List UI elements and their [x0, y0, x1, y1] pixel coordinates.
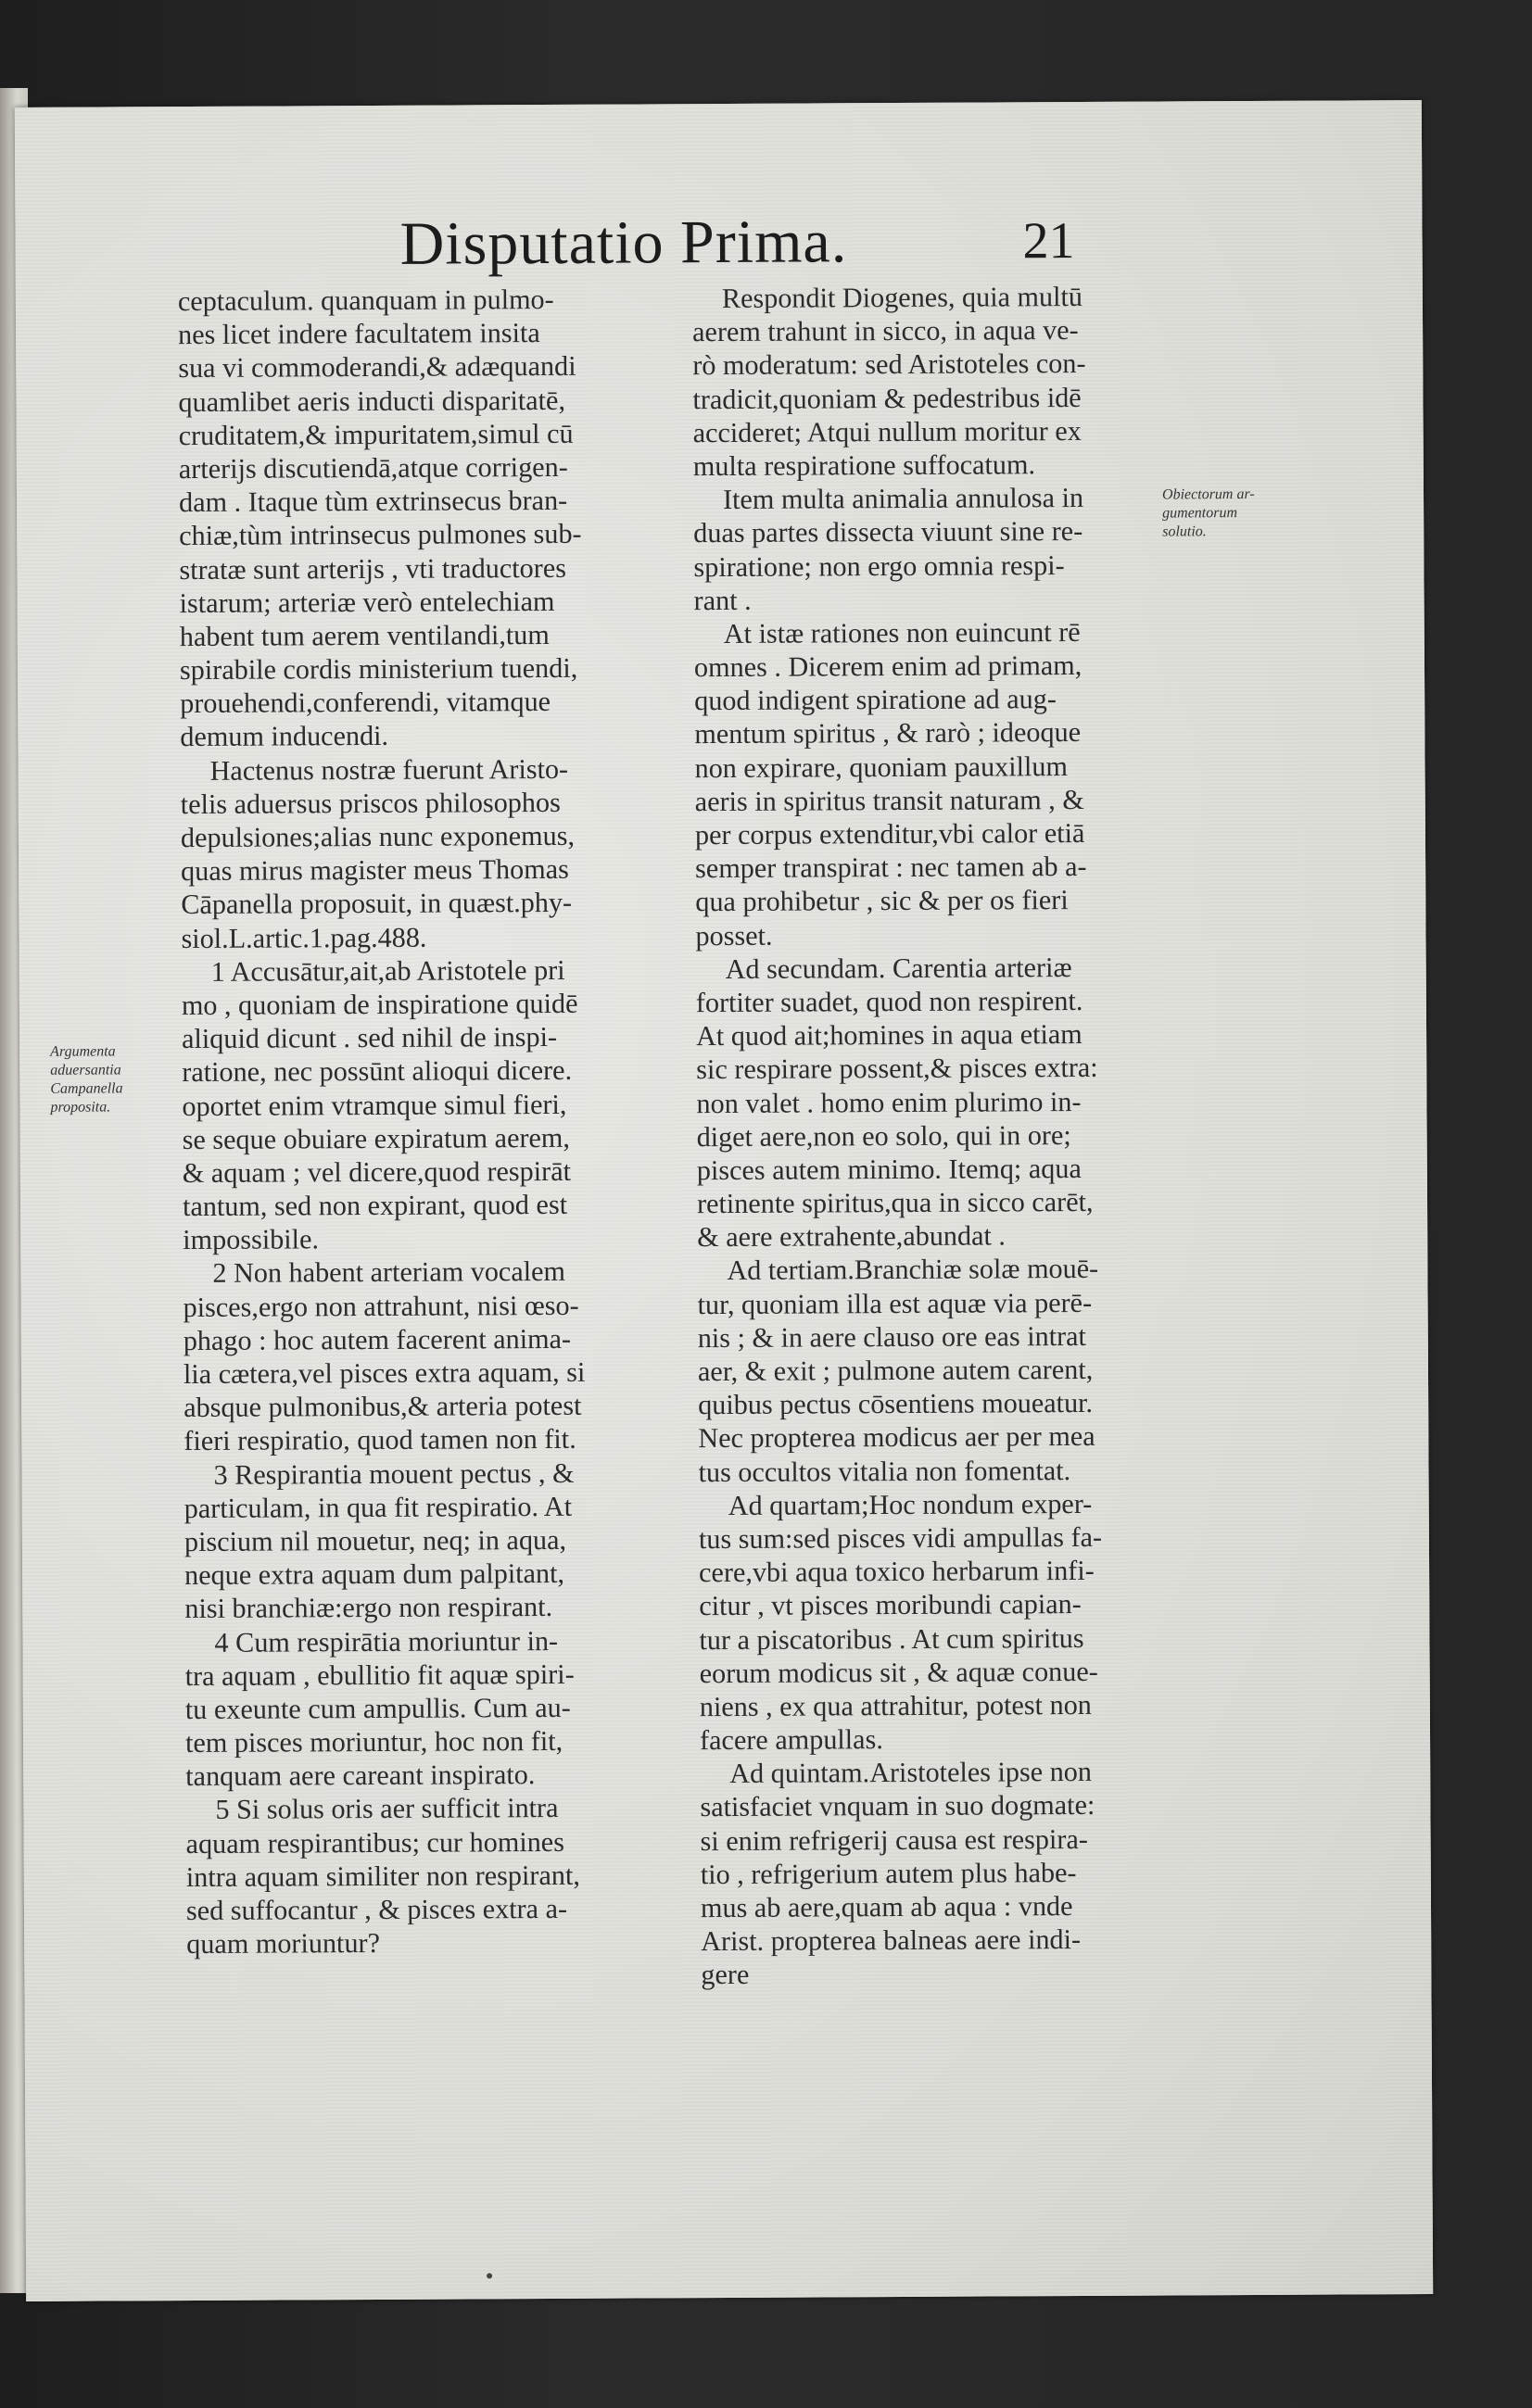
- right-column-line: facere ampullas.: [699, 1723, 883, 1757]
- right-column-line: mus ab aere,quam ab aqua : vnde: [700, 1890, 1073, 1924]
- left-column-line: 4 Cum respirātia moriuntur in-: [214, 1624, 559, 1658]
- right-column-line: qua prohibetur , sic & per os fieri: [695, 884, 1069, 918]
- right-column-line: Ad secundam. Carentia arteriæ: [725, 951, 1072, 985]
- right-column-line: diget aere,non eo solo, qui in ore;: [696, 1118, 1071, 1153]
- left-column-line: pisces,ergo non attrahunt, nisi œso-: [183, 1289, 579, 1323]
- left-column-line: Hactenus nostræ fuerunt Aristo-: [209, 752, 569, 787]
- left-column-line: dam . Itaque tùm extrinsecus bran-: [178, 484, 568, 519]
- right-column-line: omnes . Dicerem enim ad primam,: [693, 649, 1083, 684]
- left-column-line: tra aquam , ebullitio fit aquæ spiri-: [184, 1658, 575, 1692]
- left-column-line: intra aquam similiter non respirant,: [185, 1859, 580, 1893]
- right-column-line: spiratione; non ergo omnia respi-: [693, 548, 1065, 583]
- page-header: [399, 203, 1215, 282]
- left-column-line: nisi branchiæ:ergo non respirant.: [184, 1591, 553, 1625]
- right-column-line: Item multa animalia annulosa in: [722, 482, 1084, 516]
- right-column-line: si enim refrigerij causa est respira-: [700, 1822, 1088, 1857]
- right-column-line: & aere extrahente,abundat .: [697, 1219, 1007, 1254]
- left-column-line: tanquam aere careant inspirato.: [185, 1759, 536, 1793]
- left-column-line: particulam, in qua fit respiratio. At: [184, 1490, 573, 1524]
- left-column-line: quas mirus magister meus Thomas: [181, 853, 569, 888]
- right-column-line: sic respirare possent,& pisces extra:: [696, 1052, 1098, 1086]
- marginal-note-line: Obiectorum ar-: [1161, 485, 1255, 503]
- right-column-line: non expirare, quoniam pauxillum: [694, 750, 1069, 784]
- left-column-line: mo , quoniam de inspiratione quidē: [181, 987, 578, 1021]
- left-column-line: cruditatem,& impuritatem,simul cū: [178, 417, 574, 451]
- left-column-line: phago : hoc autem facerent anima-: [183, 1322, 572, 1356]
- right-column-line: cere,vbi aqua toxico herbarum infi-: [699, 1555, 1095, 1589]
- right-column-line: quibus pectus cōsentiens moueatur.: [698, 1387, 1094, 1421]
- left-column-line: aquam respirantibus; cur homines: [185, 1825, 564, 1860]
- right-column-line: gere: [701, 1959, 750, 1991]
- left-column-line: quamlibet aeris inducti disparitatē,: [178, 384, 566, 418]
- left-column-line: 5 Si solus oris aer sufficit intra: [215, 1792, 559, 1826]
- left-text-column: [178, 282, 677, 1960]
- marginal-note-line: Argumenta: [50, 1043, 116, 1060]
- right-column-line: eorum modicus sit , & aquæ conue-: [699, 1655, 1098, 1689]
- left-column-line: demum inducendi.: [180, 720, 389, 753]
- left-column-line: se seque obuiare expiratum aerem,: [182, 1121, 570, 1155]
- left-column-line: nes licet indere facultatem insita: [178, 317, 540, 351]
- left-column-line: aliquid dicunt . sed nihil de inspi-: [181, 1021, 558, 1055]
- right-column-line: aerem trahunt in sicco, in aqua ve-: [692, 314, 1079, 348]
- right-column-line: tus occultos vitalia non fomentat.: [698, 1454, 1071, 1488]
- right-column-line: At istæ rationes non euincunt rē: [723, 615, 1081, 649]
- marginal-note-line: solutio.: [1162, 523, 1207, 540]
- left-marginal-note: [50, 1042, 180, 1117]
- right-column-line: niens , ex qua attrahitur, potest non: [699, 1688, 1092, 1723]
- right-column-line: Ad quintam.Aristoteles ipse non: [729, 1756, 1093, 1790]
- marginal-note-line: gumentorum: [1162, 505, 1238, 522]
- left-column-line: 2 Non habent arteriam vocalem: [212, 1255, 566, 1290]
- right-column-line: tio , refrigerium autem plus habe-: [700, 1856, 1077, 1890]
- right-column-line: aer, & exit ; pulmone autem carent,: [697, 1353, 1094, 1388]
- right-column-line: pisces autem minimo. Itemq; aqua: [696, 1152, 1082, 1187]
- left-column-line: sua vi commoderandi,& adæquandi: [178, 350, 576, 385]
- left-column-line: quam moriuntur?: [186, 1927, 381, 1960]
- left-column-line: telis aduersus priscos philosophos: [180, 786, 561, 820]
- left-column-line: depulsiones;alias nunc exponemus,: [180, 819, 576, 854]
- left-column-line: & aquam ; vel dicere,quod respirāt: [182, 1154, 572, 1189]
- right-column-line: per corpus extenditur,vbi calor etiā: [694, 816, 1085, 851]
- left-column-line: impossibile.: [183, 1223, 320, 1256]
- right-column-line: quod indigent spiratione ad aug-: [694, 683, 1057, 717]
- right-marginal-note: [1162, 485, 1301, 542]
- right-column-line: Respondit Diogenes, quia multū: [721, 280, 1083, 314]
- right-column-line: rant .: [693, 584, 752, 616]
- left-column-line: arterijs discutiendā,atque corrigen-: [178, 450, 568, 485]
- left-column-line: chiæ,tùm intrinsecus pulmones sub-: [179, 518, 582, 552]
- left-column-line: tu exeunte cum ampullis. Cum au-: [184, 1691, 571, 1725]
- right-column-line: duas partes dissecta viuunt sine re-: [693, 515, 1083, 549]
- right-column-line: tus sum:sed pisces vidi ampullas fa-: [698, 1520, 1103, 1556]
- marginal-note-line: Campanella: [50, 1080, 123, 1097]
- right-column-line: fortiter suadet, quod non respirent.: [695, 984, 1083, 1019]
- marginal-note-line: aduersantia: [50, 1062, 121, 1078]
- left-column-line: 3 Respirantia mouent pectus , &: [213, 1456, 575, 1491]
- right-column-line: tur a piscatoribus . At cum spiritus: [699, 1621, 1084, 1656]
- right-column-line: satisfaciet vnquam in suo dogmate:: [700, 1789, 1095, 1823]
- marginal-note-line: proposita.: [50, 1099, 111, 1116]
- right-column-line: posset.: [695, 919, 773, 952]
- right-column-line: citur , vt pisces moribundi capian-: [699, 1588, 1082, 1622]
- left-column-line: istarum; arteriæ verò entelechiam: [179, 585, 555, 619]
- right-column-line: tur, quoniam illa est aquæ via perē-: [697, 1286, 1093, 1320]
- right-column-line: At quod ait;homines in aqua etiam: [695, 1018, 1083, 1053]
- left-column-line: ratione, nec possūnt alioqui dicere.: [182, 1054, 573, 1089]
- left-column-line: absque pulmonibus,& arteria potest: [184, 1389, 582, 1424]
- left-column-line: siol.L.artic.1.pag.488.: [181, 921, 427, 954]
- running-title: Disputatio Prima.: [399, 208, 848, 278]
- book-page: [15, 100, 1433, 2301]
- left-column-line: prouehendi,conferendi, vitamque: [180, 686, 551, 720]
- ink-speck: [487, 2273, 492, 2278]
- left-column-line: neque extra aquam dum palpitant,: [184, 1557, 565, 1592]
- left-column-line: spirabile cordis ministerium tuendi,: [179, 651, 578, 687]
- left-column-line: 1 Accusātur,ait,ab Aristotele pri: [210, 953, 565, 988]
- right-column-line: nis ; & in aere clauso ore eas intrat: [697, 1319, 1086, 1354]
- left-column-line: habent tum aerem ventilandi,tum: [179, 618, 550, 652]
- right-column-line: mentum spiritus , & rarò ; ideoque: [694, 716, 1082, 750]
- left-column-line: stratæ sunt arterijs , vti traductores: [179, 551, 567, 586]
- right-column-line: Ad quartam;Hoc nondum exper-: [728, 1487, 1093, 1521]
- left-column-line: fieri respiratio, quod tamen non fit.: [184, 1423, 576, 1457]
- right-column-line: Ad tertiam.Branchiæ solæ mouē-: [727, 1253, 1099, 1287]
- right-column-line: Nec propterea modicus aer per mea: [698, 1420, 1095, 1455]
- left-column-line: tem pisces moriuntur, hoc non fit,: [184, 1724, 563, 1759]
- left-column-line: ceptaculum. quanquam in pulmo-: [177, 283, 554, 318]
- right-column-line: non valet . homo enim plurimo in-: [696, 1085, 1082, 1119]
- page-number: 21: [1022, 212, 1075, 271]
- right-column-line: multa respiratione suffocatum.: [692, 448, 1036, 483]
- left-column-line: Cāpanella proposuit, in quæst.phy-: [181, 887, 573, 921]
- right-column-line: semper transpirat : nec tamen ab a-: [695, 851, 1087, 885]
- right-column-line: rò moderatum: sed Aristoteles con-: [692, 347, 1086, 382]
- left-column-line: sed suffocantur , & pisces extra a-: [185, 1892, 568, 1927]
- right-text-column: [692, 279, 1202, 1991]
- left-column-line: lia cætera,vel pisces extra aquam, si: [183, 1355, 586, 1391]
- right-column-line: retinente spiritus,qua in sicco carēt,: [696, 1185, 1094, 1220]
- right-column-line: tradicit,quoniam & pedestribus idē: [692, 381, 1082, 415]
- right-column-line: accideret; Atqui nullum moritur ex: [692, 414, 1082, 448]
- right-column-line: Arist. propterea balneas aere indi-: [701, 1923, 1082, 1958]
- left-column-line: oportet enim vtramque simul fieri,: [182, 1088, 567, 1122]
- left-column-line: tantum, sed non expirant, quod est: [182, 1188, 568, 1223]
- right-column-line: aeris in spiritus transit naturam , &: [694, 783, 1084, 817]
- left-column-line: piscium nil mouetur, neq; in aqua,: [184, 1523, 567, 1557]
